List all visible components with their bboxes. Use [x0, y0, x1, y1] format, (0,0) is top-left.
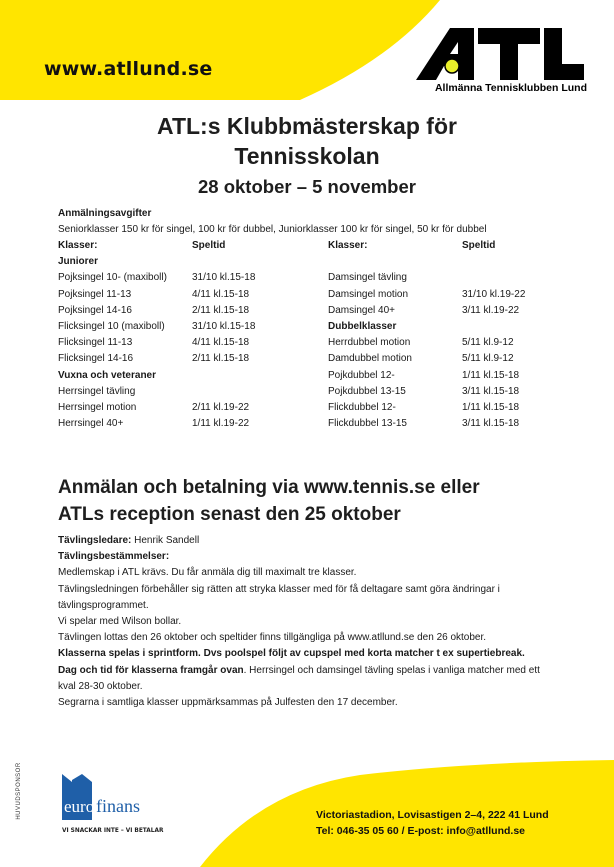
- schedule-row: [328, 254, 586, 270]
- play-time: 3/11 kl.19-22: [462, 304, 520, 316]
- rule-schedule-bold: Dag och tid för klasserna framgår ovan: [58, 664, 244, 676]
- class-name: Flickdubbel 12-: [328, 401, 396, 413]
- play-time: 2/11 kl.15-18: [192, 304, 250, 316]
- rule-format: Klasserna spelas i sprintform. Dvs poolspel följt av cupspel med korta matcher t ex supertiebreak.: [58, 648, 525, 660]
- leader-name: Henrik Sandell: [131, 535, 200, 546]
- schedule-row: [58, 287, 316, 303]
- play-time: [192, 254, 316, 270]
- play-time: [462, 319, 586, 335]
- schedule-row: [328, 400, 586, 416]
- page-title-line2: Tennisskolan: [234, 143, 380, 169]
- class-name: Flicksingel 10 (maxiboll): [58, 320, 165, 332]
- class-name: Vuxna och veteraner: [58, 369, 157, 381]
- schedule-row: [328, 319, 586, 335]
- eurofinans-logo: [40, 770, 180, 850]
- play-time: 3/11 kl.15-18: [462, 418, 520, 430]
- sponsor-euro-text: euro: [64, 797, 95, 816]
- rule-draw: Tävlingen lottas den 26 oktober och speltider finns tillgängliga på www.atllund.se den 26 oktober.: [58, 632, 487, 644]
- class-name: Flickdubbel 13-15: [328, 418, 407, 430]
- schedule-row: [58, 335, 316, 351]
- class-name: Damsingel tävling: [328, 272, 407, 284]
- class-name: Pojksingel 11-13: [58, 288, 132, 300]
- schedule-row: [328, 384, 586, 400]
- class-name: Flicksingel 14-16: [58, 353, 134, 365]
- schedule-row: [58, 351, 316, 367]
- schedule-row: [328, 351, 586, 367]
- play-time: 1/11 kl.15-18: [462, 401, 520, 413]
- schedule-row: [328, 238, 586, 254]
- rules-section: [58, 533, 558, 711]
- class-name: Herrsingel motion: [58, 401, 137, 413]
- schedule-row: [58, 238, 316, 254]
- class-name: Damsingel motion: [328, 288, 409, 300]
- sponsor-tagline: VI SNACKAR INTE – VI BETALAR: [62, 828, 164, 834]
- play-time: 31/10 kl.15-18: [192, 272, 256, 284]
- class-name: Damsingel 40+: [328, 304, 395, 316]
- fees-heading: Anmälningsavgifter: [58, 208, 152, 219]
- class-name: Dubbelklasser: [328, 320, 397, 332]
- play-time: 1/11 kl.19-22: [192, 418, 250, 430]
- sponsor-vertical-label: HUVUDSPONSOR: [16, 762, 22, 820]
- class-name: Herrsingel 40+: [58, 418, 124, 430]
- leader-label: Tävlingsledare:: [58, 535, 132, 546]
- play-time: 31/10 kl.19-22: [462, 288, 526, 300]
- play-time: Speltid: [462, 240, 496, 251]
- schedule-row: [328, 368, 586, 384]
- schedule-row: [328, 416, 586, 432]
- schedule-row: [58, 254, 316, 270]
- class-name: Klasser:: [328, 240, 368, 251]
- class-name: Pojkdubbel 13-15: [328, 385, 406, 397]
- class-name: Pojkdubbel 12-: [328, 369, 395, 381]
- rule-schedule-rest: . Herrsingel och damsingel tävling spelas i vanliga matcher med ett kval 28-30 oktober.: [58, 664, 540, 692]
- schedule-right-column: [328, 238, 586, 432]
- play-time: [192, 384, 316, 400]
- play-time: [192, 368, 316, 384]
- play-time: 2/11 kl.19-22: [192, 401, 250, 413]
- play-time: 2/11 kl.15-18: [192, 353, 250, 365]
- class-name: Juniorer: [58, 256, 99, 268]
- play-time: Speltid: [192, 240, 226, 251]
- class-name: Pojksingel 10- (maxiboll): [58, 272, 167, 284]
- schedule-row: [58, 384, 316, 400]
- play-time: [462, 270, 586, 286]
- footer-phone-email[interactable]: Tel: 046-35 05 60 / E-post: info@atllund.se: [316, 825, 526, 837]
- class-name: Herrdubbel motion: [328, 337, 411, 349]
- play-time: 5/11 kl.9-12: [462, 337, 514, 349]
- class-name: [328, 254, 462, 270]
- schedule-row: [328, 270, 586, 286]
- atl-logo: [412, 22, 587, 100]
- event-dates: 28 oktober – 5 november: [198, 176, 416, 197]
- schedule-row: [58, 270, 316, 286]
- footer-contact: [316, 807, 549, 839]
- logo-subtitle: Allmänna Tennisklubben Lund: [434, 82, 587, 94]
- sponsor-finans-text: finans: [96, 796, 140, 816]
- schedule-left-column: [58, 238, 316, 432]
- class-name: Pojksingel 14-16: [58, 304, 132, 316]
- play-time: 4/11 kl.15-18: [192, 288, 250, 300]
- registration-heading-line2: ATLs reception senast den 25 oktober: [58, 504, 401, 525]
- rule-schedule: [58, 663, 558, 695]
- fees-text: Seniorklasser 150 kr för singel, 100 kr för dubbel, Juniorklasser 100 kr för singel, 50 kr för dubbel: [58, 224, 487, 235]
- class-name: Herrsingel tävling: [58, 385, 136, 397]
- rule-management: Tävlingsledningen förbehåller sig rätten att stryka klasser med för få deltagare samt göra ändringar i tävlingsprogrammet.: [58, 583, 500, 611]
- rule-winners: Segrarna i samtliga klasser uppmärksammas på Julfesten den 17 december.: [58, 697, 398, 709]
- schedule-row: [58, 400, 316, 416]
- rules-heading: Tävlingsbestämmelser:: [58, 551, 170, 563]
- schedule-row: [58, 319, 316, 335]
- schedule-row: [58, 416, 316, 432]
- schedule-row: [58, 368, 316, 384]
- schedule-row: [328, 335, 586, 351]
- play-time: 1/11 kl.15-18: [462, 369, 520, 381]
- sponsor-logo: [40, 770, 180, 850]
- class-name: Damdubbel motion: [328, 353, 412, 365]
- competition-leader: [58, 533, 558, 549]
- play-time: 31/10 kl.15-18: [192, 320, 256, 332]
- class-name: Flicksingel 11-13: [58, 337, 133, 349]
- play-time: [462, 254, 586, 270]
- footer-address: Victoriastadion, Lovisastigen 2–4, 222 41 Lund: [316, 809, 549, 821]
- schedule-row: [328, 303, 586, 319]
- rule-membership: Medlemskap i ATL krävs. Du får anmäla dig till maximalt tre klasser.: [58, 567, 357, 579]
- registration-heading-line1: Anmälan och betalning via www.tennis.se eller: [58, 477, 480, 498]
- atl-logo-mark: [412, 22, 587, 84]
- play-time: 3/11 kl.15-18: [462, 385, 520, 397]
- play-time: 5/11 kl.9-12: [462, 353, 514, 365]
- schedule-row: [328, 287, 586, 303]
- schedule-row: [58, 303, 316, 319]
- play-time: 4/11 kl.15-18: [192, 337, 250, 349]
- page-title-line1: ATL:s Klubbmästerskap för: [157, 113, 457, 139]
- rule-balls: Vi spelar med Wilson bollar.: [58, 616, 182, 628]
- website-url[interactable]: www.atllund.se: [44, 58, 213, 80]
- class-name: Klasser:: [58, 240, 98, 251]
